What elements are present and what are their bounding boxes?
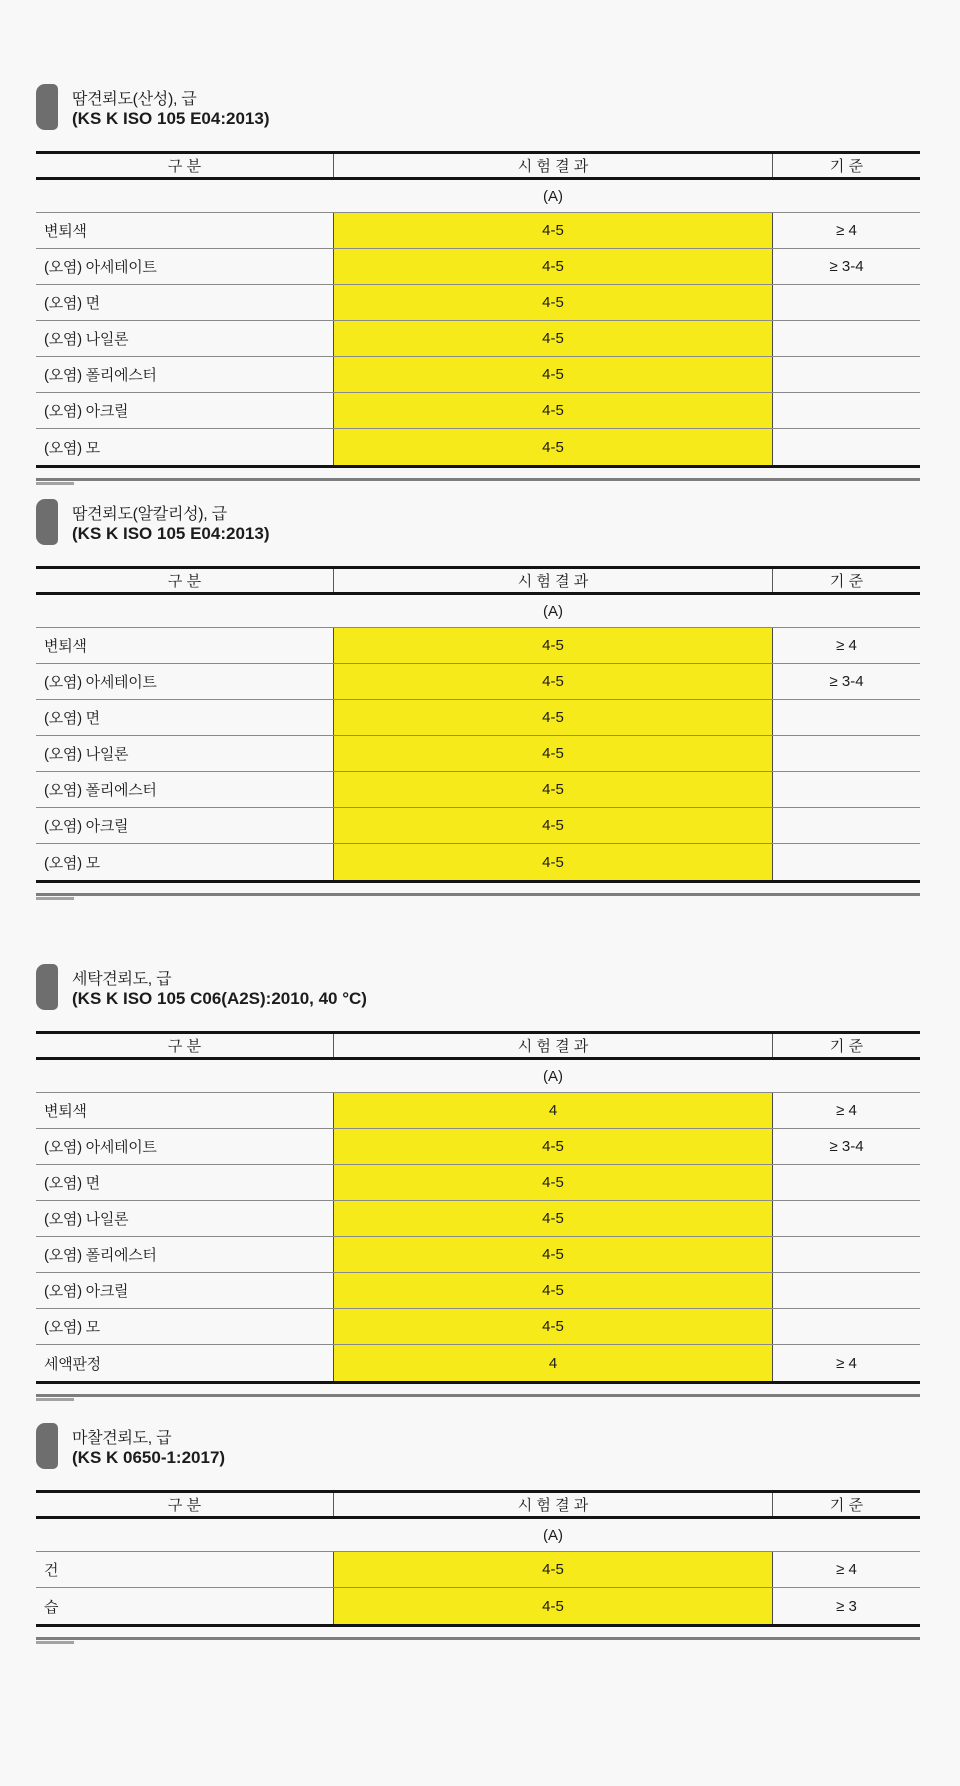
- section-heading-text: [72, 84, 269, 130]
- table-row: [36, 808, 920, 844]
- row-result: 4-5: [333, 736, 773, 771]
- row-criteria: [773, 1165, 920, 1200]
- column-header-category: 구 분: [167, 158, 202, 175]
- sample-label: (A): [543, 1067, 563, 1085]
- row-result: 4-5: [333, 321, 773, 356]
- section-separator: [36, 1637, 920, 1644]
- row-label: 변퇴색: [44, 638, 87, 655]
- row-criteria: [773, 700, 920, 735]
- section-heading-text: [72, 964, 367, 1010]
- row-label: (오염) 폴리에스터: [44, 1247, 157, 1264]
- table-row: [36, 1345, 920, 1381]
- row-label: 건: [44, 1562, 59, 1579]
- row-result: 4-5: [333, 429, 773, 465]
- section-marker-icon: [36, 964, 58, 1010]
- table-row: [36, 1273, 920, 1309]
- row-criteria: [773, 429, 920, 465]
- row-criteria: [773, 844, 920, 880]
- row-result: 4-5: [333, 664, 773, 699]
- row-result: 4-5: [333, 1165, 773, 1200]
- column-header-category: 구 분: [167, 1038, 202, 1055]
- row-result: 4-5: [333, 285, 773, 320]
- row-criteria: [773, 1237, 920, 1272]
- row-label: (오염) 면: [44, 295, 100, 312]
- row-result: 4-5: [333, 844, 773, 880]
- column-header-result: 시 험 결 과: [333, 569, 773, 592]
- row-criteria: ≥ 4: [836, 1102, 857, 1119]
- table-row: [36, 1093, 920, 1129]
- table-row: [36, 213, 920, 249]
- column-header-result: 시 험 결 과: [333, 1034, 773, 1057]
- section-title: 세탁견뢰도, 급: [72, 971, 172, 988]
- section-standard: (KS K ISO 105 E04:2013): [72, 524, 270, 543]
- row-label: (오염) 아크릴: [44, 403, 129, 420]
- section-perspiration-alkaline: [36, 485, 920, 900]
- section-perspiration-acid: [36, 0, 920, 485]
- column-header-category: 구 분: [167, 1497, 202, 1514]
- sample-row: [36, 595, 920, 628]
- row-label: (오염) 폴리에스터: [44, 367, 157, 384]
- table-row: [36, 249, 920, 285]
- row-label: (오염) 폴리에스터: [44, 782, 157, 799]
- row-label: (오염) 나일론: [44, 1211, 129, 1228]
- table-header-row: [36, 1031, 920, 1060]
- table-row: [36, 393, 920, 429]
- table-row: [36, 664, 920, 700]
- row-label: (오염) 아세테이트: [44, 259, 157, 276]
- row-result: 4-5: [333, 1129, 773, 1164]
- row-label: (오염) 면: [44, 1175, 100, 1192]
- row-result: 4-5: [333, 1309, 773, 1344]
- table-row: [36, 1201, 920, 1237]
- row-criteria: [773, 736, 920, 771]
- row-label: (오염) 모: [44, 854, 100, 872]
- section-marker-icon: [36, 1423, 58, 1469]
- test-result-table: [36, 566, 920, 883]
- row-criteria: [773, 1273, 920, 1308]
- row-criteria: ≥ 3-4: [829, 673, 864, 690]
- table-row: [36, 772, 920, 808]
- section-standard: (KS K 0650-1:2017): [72, 1448, 226, 1467]
- table-row: [36, 736, 920, 772]
- row-criteria: [773, 772, 920, 807]
- row-label: (오염) 나일론: [44, 331, 129, 348]
- row-label: (오염) 면: [44, 710, 100, 727]
- section-standard: (KS K ISO 105 C06(A2S):2010, 40 °C): [72, 989, 367, 1008]
- row-criteria: [773, 1309, 920, 1344]
- sample-row: [36, 1060, 920, 1093]
- test-result-table: [36, 151, 920, 468]
- sample-row: [36, 1519, 920, 1552]
- test-result-table: [36, 1490, 920, 1627]
- table-row: [36, 628, 920, 664]
- section-rubbing: [36, 1401, 920, 1644]
- table-header-row: [36, 151, 920, 180]
- section-heading: [36, 964, 920, 1010]
- row-result: 4: [333, 1093, 773, 1128]
- row-criteria: [773, 393, 920, 428]
- table-row: [36, 285, 920, 321]
- table-row: [36, 1588, 920, 1624]
- row-criteria: [773, 808, 920, 843]
- row-label: (오염) 아세테이트: [44, 674, 157, 691]
- column-header-criteria: 기 준: [829, 158, 864, 175]
- row-criteria: [773, 321, 920, 356]
- table-row: [36, 321, 920, 357]
- section-title: 마찰견뢰도, 급: [72, 1430, 172, 1447]
- row-label: 변퇴색: [44, 1103, 87, 1120]
- section-marker-icon: [36, 84, 58, 130]
- table-row: [36, 1309, 920, 1345]
- row-result: 4-5: [333, 393, 773, 428]
- row-label: (오염) 모: [44, 1319, 100, 1336]
- table-row: [36, 1129, 920, 1165]
- row-label: (오염) 아크릴: [44, 1283, 129, 1300]
- column-header-criteria: 기 준: [829, 1497, 864, 1514]
- row-label: 세액판정: [44, 1355, 101, 1373]
- section-heading-text: [72, 499, 269, 545]
- row-result: 4: [333, 1345, 773, 1381]
- row-result: 4-5: [333, 628, 773, 663]
- section-title: 땀견뢰도(산성), 급: [72, 91, 197, 108]
- row-criteria: ≥ 4: [836, 222, 857, 239]
- table-row: [36, 429, 920, 465]
- row-result: 4-5: [333, 1552, 773, 1587]
- row-criteria: [773, 357, 920, 392]
- row-criteria: [773, 285, 920, 320]
- row-criteria: [773, 1201, 920, 1236]
- sample-label: (A): [543, 1526, 563, 1544]
- column-header-result: 시 험 결 과: [333, 154, 773, 177]
- row-criteria: ≥ 3-4: [829, 258, 864, 275]
- table-header-row: [36, 566, 920, 595]
- section-separator: [36, 893, 920, 900]
- column-header-category: 구 분: [167, 573, 202, 590]
- section-separator: [36, 1394, 920, 1401]
- column-header-criteria: 기 준: [829, 1038, 864, 1055]
- row-label: (오염) 아세테이트: [44, 1139, 157, 1156]
- row-result: 4-5: [333, 1201, 773, 1236]
- row-label: (오염) 아크릴: [44, 818, 129, 835]
- row-result: 4-5: [333, 1237, 773, 1272]
- table-row: [36, 1552, 920, 1588]
- column-header-criteria: 기 준: [829, 573, 864, 590]
- row-result: 4-5: [333, 213, 773, 248]
- table-row: [36, 1237, 920, 1273]
- row-criteria: ≥ 4: [836, 637, 857, 654]
- row-result: 4-5: [333, 357, 773, 392]
- row-criteria: ≥ 3-4: [829, 1138, 864, 1155]
- row-result: 4-5: [333, 1273, 773, 1308]
- table-row: [36, 357, 920, 393]
- row-criteria: ≥ 4: [836, 1561, 857, 1578]
- row-label: 습: [44, 1598, 59, 1616]
- row-result: 4-5: [333, 700, 773, 735]
- table-row: [36, 844, 920, 880]
- table-row: [36, 700, 920, 736]
- sample-row: [36, 180, 920, 213]
- row-label: (오염) 나일론: [44, 746, 129, 763]
- section-heading: [36, 84, 920, 130]
- row-result: 4-5: [333, 808, 773, 843]
- sample-label: (A): [543, 187, 563, 205]
- section-separator: [36, 478, 920, 485]
- section-title: 땀견뢰도(알칼리성), 급: [72, 506, 227, 523]
- row-result: 4-5: [333, 1588, 773, 1624]
- section-standard: (KS K ISO 105 E04:2013): [72, 109, 270, 128]
- section-marker-icon: [36, 499, 58, 545]
- column-header-result: 시 험 결 과: [333, 1493, 773, 1516]
- row-criteria: ≥ 4: [836, 1354, 857, 1372]
- section-heading-text: [72, 1423, 225, 1469]
- row-label: 변퇴색: [44, 223, 87, 240]
- sample-label: (A): [543, 602, 563, 620]
- row-criteria: ≥ 3: [836, 1597, 857, 1615]
- table-row: [36, 1165, 920, 1201]
- section-heading: [36, 1423, 920, 1469]
- table-header-row: [36, 1490, 920, 1519]
- row-result: 4-5: [333, 772, 773, 807]
- test-result-table: [36, 1031, 920, 1384]
- section-heading: [36, 499, 920, 545]
- section-washing: [36, 900, 920, 1401]
- row-label: (오염) 모: [44, 439, 100, 457]
- row-result: 4-5: [333, 249, 773, 284]
